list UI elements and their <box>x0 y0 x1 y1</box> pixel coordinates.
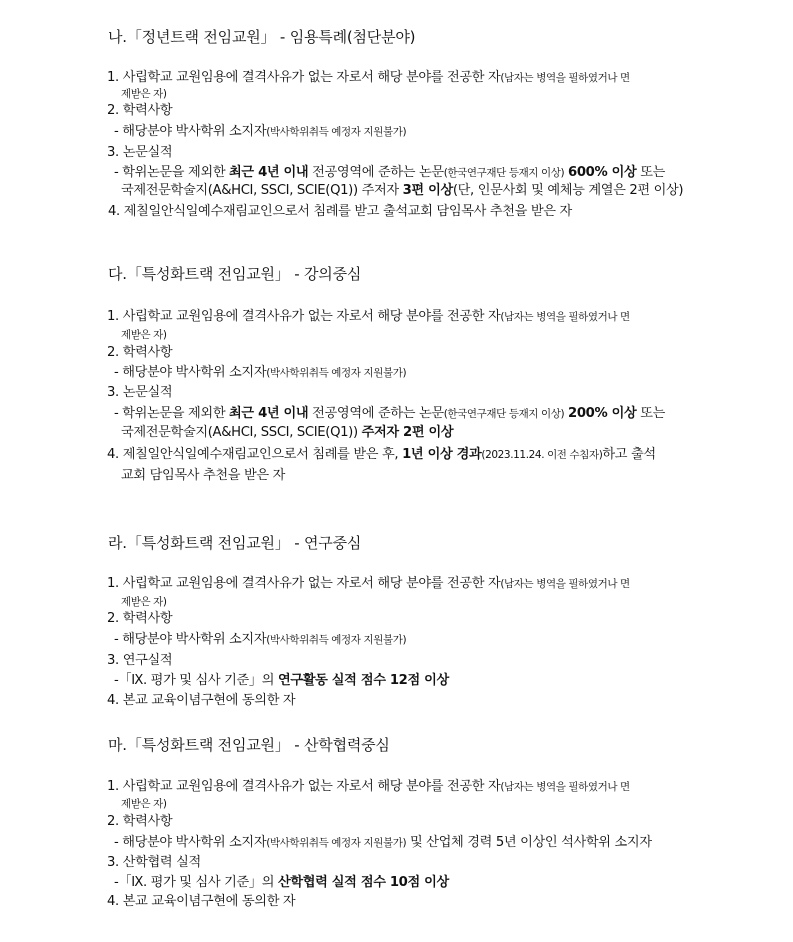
line-text: 3. 연구실적 <box>107 653 173 668</box>
text-line <box>108 203 572 221</box>
emphasis-text: 주저자 2편 이상 <box>361 425 454 440</box>
text-line <box>107 446 656 464</box>
text-line <box>114 405 665 423</box>
text-line <box>107 778 630 796</box>
text-line <box>107 575 630 593</box>
line-text: 1. 사립학교 교원임용에 결격사유가 없는 자로서 해당 분야를 전공한 자 <box>107 779 501 794</box>
line-text: 또는 <box>636 406 666 421</box>
text-line <box>107 610 172 628</box>
line-text: - 학위논문을 제외한 <box>114 165 230 180</box>
emphasis-text: 산학협력 실적 점수 10점 이상 <box>278 875 449 890</box>
line-text: -「Ⅸ. 평가 및 심사 기준」의 <box>114 875 278 890</box>
note-text: (2023.11.24. 이전 수침자) <box>481 449 603 461</box>
section-heading: 다.「특성화트랙 전임교원」 - 강의중심 <box>108 265 362 283</box>
text-line <box>107 344 172 362</box>
note-text: (박사학위취득 예정자 지원불가) <box>266 367 407 379</box>
line-text: 교회 담임목사 추천을 받은 자 <box>121 468 286 483</box>
line-text: - 해당분야 박사학위 소지자 <box>114 124 267 139</box>
line-text: - 해당분야 박사학위 소지자 <box>114 365 267 380</box>
text-line <box>107 854 201 872</box>
line-text: 2. 학력사항 <box>107 611 173 626</box>
text-line <box>107 893 295 911</box>
note-text: 제받은 자) <box>121 88 167 100</box>
emphasis-text: 600% 이상 <box>568 165 637 180</box>
text-line <box>107 384 172 402</box>
text-line <box>114 364 406 382</box>
text-line <box>107 652 172 670</box>
emphasis-text: 3편 이상 <box>402 183 453 198</box>
text-line <box>107 69 630 87</box>
text-line <box>114 874 449 892</box>
note-text: (한국연구재단 등재지 이상) <box>443 408 565 420</box>
line-text: 전공영역에 준하는 논문 <box>308 165 444 180</box>
text-line <box>121 182 683 200</box>
note-text: (박사학위취득 예정자 지원불가) <box>266 837 407 849</box>
line-text: 3. 논문실적 <box>107 145 173 160</box>
line-text: 1. 사립학교 교원임용에 결격사유가 없는 자로서 해당 분야를 전공한 자 <box>107 70 501 85</box>
emphasis-text: 1년 이상 경과 <box>402 447 482 462</box>
line-text: 및 산업체 경력 5년 이상인 석사학위 소지자 <box>406 835 652 850</box>
text-line <box>107 813 172 831</box>
note-text: (남자는 병역을 필하였거나 면 <box>500 311 630 323</box>
emphasis-text: 200% 이상 <box>568 406 637 421</box>
line-text: 1. 사립학교 교원임용에 결격사유가 없는 자로서 해당 분야를 전공한 자 <box>107 576 501 591</box>
line-text: - 해당분야 박사학위 소지자 <box>114 632 267 647</box>
text-line <box>114 672 449 690</box>
line-text: 1. 사립학교 교원임용에 결격사유가 없는 자로서 해당 분야를 전공한 자 <box>107 309 501 324</box>
note-text: 제받은 자) <box>121 798 167 810</box>
section-heading: 라.「특성화트랙 전임교원」 - 연구중심 <box>108 534 362 552</box>
line-text: 하고 출석 <box>602 447 656 462</box>
section-heading: 나.「정년트랙 전임교원」 - 임용특례(첨단분야) <box>108 28 416 46</box>
note-text: (남자는 병역을 필하였거나 면 <box>500 578 630 590</box>
line-text: 3. 논문실적 <box>107 385 173 400</box>
line-text: 4. 제칠일안식일예수재림교인으로서 침례를 받고 출석교회 담임목사 추천을 받은 자 <box>108 204 572 219</box>
emphasis-text: 최근 4년 이내 <box>229 165 309 180</box>
line-text: (단, 인문사회 및 예체능 계열은 2편 이상) <box>452 183 684 198</box>
text-line <box>114 834 652 852</box>
text-line <box>121 424 453 442</box>
line-text: - 해당분야 박사학위 소지자 <box>114 835 267 850</box>
text-line <box>121 467 285 485</box>
line-text: 또는 <box>636 165 666 180</box>
text-line <box>114 164 665 182</box>
note-text: (한국연구재단 등재지 이상) <box>443 167 565 179</box>
note-text: (박사학위취득 예정자 지원불가) <box>266 634 407 646</box>
line-text: 2. 학력사항 <box>107 345 173 360</box>
line-text: 4. 제칠일안식일예수재림교인으로서 침례를 받은 후, <box>107 447 403 462</box>
note-text: (남자는 병역을 필하였거나 면 <box>500 72 630 84</box>
text-line <box>121 326 167 344</box>
emphasis-text: 최근 4년 이내 <box>229 406 309 421</box>
line-text: 2. 학력사항 <box>107 814 173 829</box>
text-line <box>114 123 406 141</box>
text-line <box>121 593 167 611</box>
text-line <box>121 85 167 103</box>
note-text: 제받은 자) <box>121 329 167 341</box>
line-text: 국제전문학술지(A&HCI, SSCI, SCIE(Q1)) <box>121 425 362 440</box>
line-text: 4. 본교 교육이념구현에 동의한 자 <box>107 894 296 909</box>
emphasis-text: 연구활동 실적 점수 12점 이상 <box>278 673 449 688</box>
line-text: - 학위논문을 제외한 <box>114 406 230 421</box>
line-text: 전공영역에 준하는 논문 <box>308 406 444 421</box>
note-text: 제받은 자) <box>121 596 167 608</box>
line-text: 4. 본교 교육이념구현에 동의한 자 <box>107 693 296 708</box>
text-line <box>107 308 630 326</box>
line-text: 국제전문학술지(A&HCI, SSCI, SCIE(Q1)) 주저자 <box>121 183 403 198</box>
note-text: (남자는 병역을 필하였거나 면 <box>500 781 630 793</box>
text-line <box>114 631 406 649</box>
text-line <box>107 102 172 120</box>
line-text: 2. 학력사항 <box>107 103 173 118</box>
line-text: 3. 산학협력 실적 <box>107 855 201 870</box>
note-text: (박사학위취득 예정자 지원불가) <box>266 126 407 138</box>
text-line <box>107 692 295 710</box>
text-line <box>121 795 167 813</box>
line-text: -「Ⅸ. 평가 및 심사 기준」의 <box>114 673 278 688</box>
text-line <box>107 144 172 162</box>
section-heading: 마.「특성화트랙 전임교원」 - 산학협력중심 <box>108 736 390 754</box>
